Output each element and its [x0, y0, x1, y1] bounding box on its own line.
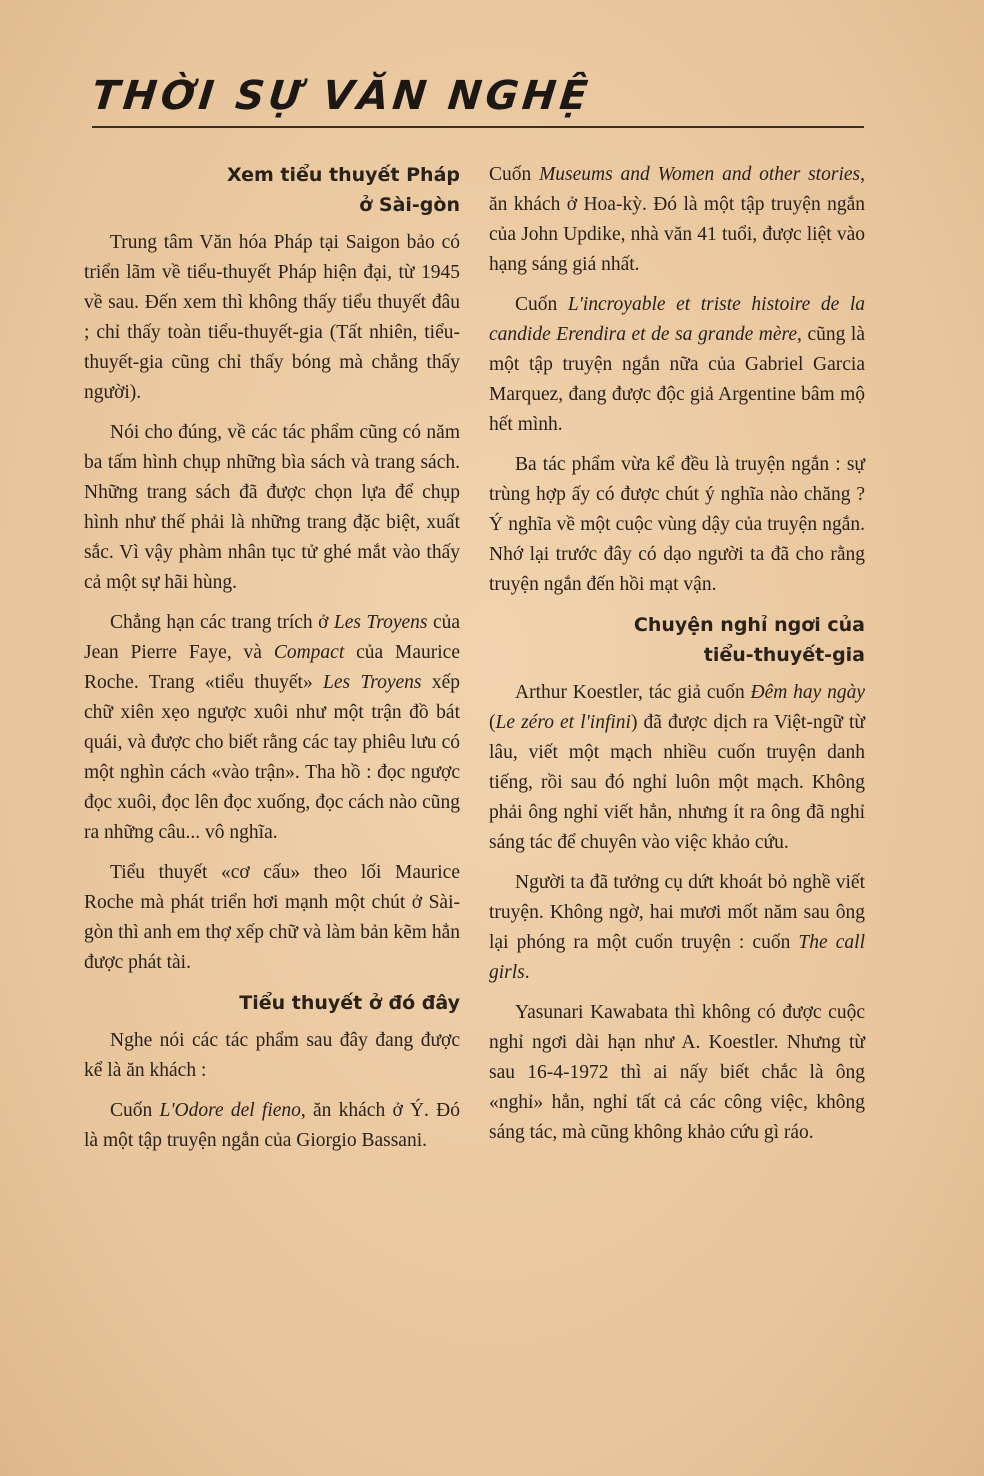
header-rule [92, 126, 864, 128]
paragraph: Tiểu thuyết «cơ cấu» theo lối Maurice Roche mà phát triển hơi mạnh một chút ở Sài-gòn thì anh em thợ xếp chữ và làm bản kẽm hẳn được phát tài. [84, 862, 460, 973]
section-heading-1 [84, 160, 460, 220]
section-heading-2 [84, 988, 460, 1018]
heading-line: ở Sài-gòn [359, 194, 460, 216]
paragraph: Yasunari Kawabata thì không có được cuộc nghỉ ngơi dài hạn như A. Koestler. Nhưng từ sau 16-4-1972 thì ai nấy biết chắc là ông «nghỉ» hẳn, nghỉ tất cả các công việc, không sáng tác, mà cũng không khảo cứu gì ráo. [489, 1002, 865, 1143]
heading-line: tiểu-thuyết-gia [703, 644, 865, 666]
heading-line: Chuyện nghỉ ngơi của [633, 614, 865, 636]
paragraph: Nghe nói các tác phẩm sau đây đang được kể là ăn khách : [84, 1030, 460, 1081]
left-column [84, 160, 460, 1166]
heading-line: Xem tiểu thuyết Pháp [226, 164, 460, 186]
paragraph: Người ta đã tưởng cụ dứt khoát bỏ nghề viết truyện. Không ngờ, hai mươi mốt năm sau ông lại phóng ra một cuốn truyện : cuốn The call girls. [489, 872, 865, 983]
paragraph: Arthur Koestler, tác giả cuốn Đêm hay ngày (Le zéro et l'infini) đã được dịch ra Việt-ngữ từ lâu, viết một mạch nhiều cuốn truyện danh tiếng, rồi sau đó nghỉ luôn một mạch. Không phải ông nghỉ viết hẳn, nhưng ít ra ông đã nghỉ sáng tác để chuyên vào việc khảo cứu. [489, 682, 865, 853]
section-heading-3 [489, 610, 865, 670]
paragraph: Nói cho đúng, về các tác phẩm cũng có năm ba tấm hình chụp những bìa sách và trang sách. Những trang sách đã được chọn lựa để chụp hình như thế phải là những trang đặc biệt, xuất sắc. Vì vậy phàm nhân tục tử ghé mắt vào thấy cả một sự hãi hùng. [84, 422, 460, 593]
page-header [89, 72, 872, 120]
paragraph: Cuốn L'incroyable et triste histoire de la candide Erendira et de sa grande mère, cũng là một tập truyện ngắn nữa của Gabriel Garcia Marquez, đang được độc giả Argentine bâm mộ hết mình. [489, 294, 866, 435]
paragraph: Cuốn Museums and Women and other stories, ăn khách ở Hoa-kỳ. Đó là một tập truyện ngắn của John Updike, nhà văn 41 tuổi, được liệt vào hạng sáng giá nhất. [489, 164, 865, 275]
paragraph: Ba tác phẩm vừa kể đều là truyện ngắn : sự trùng hợp ấy có được chút ý nghĩa nào chăng ? Ý nghĩa về một cuộc vùng dậy của truyện ngắn. Nhớ lại trước đây có dạo người ta đã cho rằng truyện ngắn đến hồi mạt vận. [489, 454, 865, 595]
paragraph: Cuốn L'Odore del fieno, ăn khách ở Ý. Đó là một tập truyện ngắn của Giorgio Bassani. [84, 1100, 460, 1151]
paragraph: Trung tâm Văn hóa Pháp tại Saigon bảo có triển lãm về tiểu-thuyết Pháp hiện đại, từ 1945 về sau. Đến xem thì không thấy tiểu thuyết đâu ; chỉ thấy toàn tiểu-thuyết-gia (Tất nhiên, tiểu-thuyết-gia cũng chỉ thấy bóng mà chẳng thấy người). [84, 232, 460, 403]
page-title: THỜI SỰ VĂN NGHỆ [89, 73, 594, 119]
heading-line: Tiểu thuyết ở đó đây [239, 992, 460, 1014]
right-column [489, 160, 865, 1158]
paragraph: Chẳng hạn các trang trích ở Les Troyens của Jean Pierre Faye, và Compact của Maurice Roche. Trang «tiểu thuyết» Les Troyens xếp chữ xiên xẹo ngược xuôi như một trận đồ bát quái, và được cho biết rằng các tay phiêu lưu có một nghìn cách «vào trận». Tha hồ : đọc ngược đọc xuôi, đọc lên đọc xuống, đọc cách nào cũng ra những câu... vô nghĩa. [84, 612, 461, 843]
